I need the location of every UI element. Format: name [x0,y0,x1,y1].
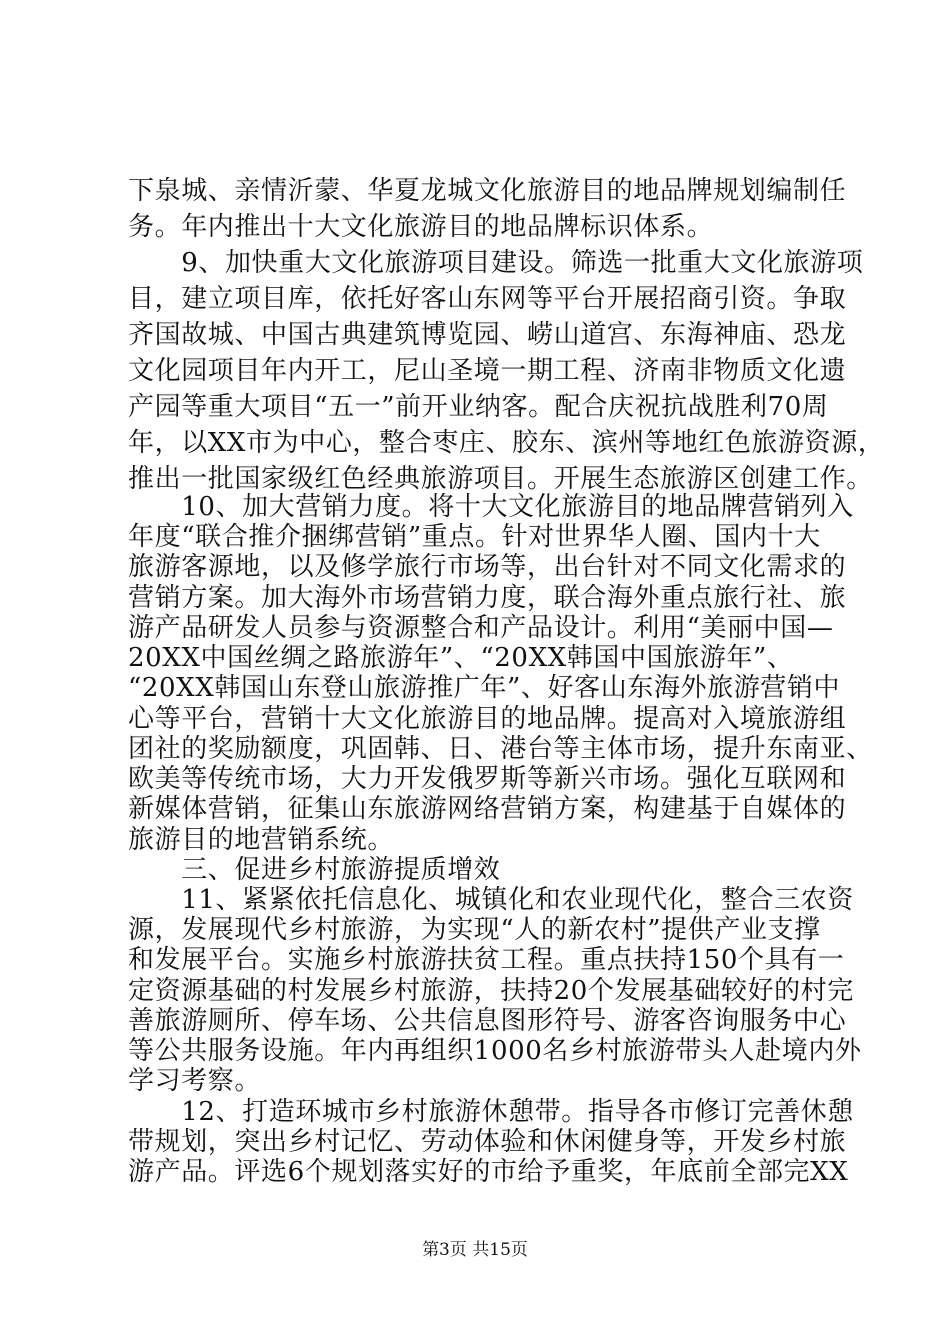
text-line: 下泉城、亲情沂蒙、华夏龙城文化旅游目的地品牌规划编制任 [128,176,847,206]
text-line: 产园等重大项目“五一”前开业纳客。配合庆祝抗战胜利70周 [128,392,829,422]
text-line: 新媒体营销，征集山东旅游网络营销方案，构建基于自媒体的 [128,794,847,824]
text-line: 12、打造环城市乡村旅游休憩带。指导各市修订完善休憩 [128,1097,854,1127]
text-line: “20XX韩国山东登山旅游推广年”、好客山东海外旅游营销中 [128,673,841,703]
text-line: 年，以XX市为中心，整合枣庄、胶东、滨州等地红色旅游资源， [128,428,885,458]
text-line: 带规划，突出乡村记忆、劳动体验和休闲健身等，开发乡村旅 [128,1127,847,1157]
text-line: 旅游客源地，以及修学旅行市场等，出台针对不同文化需求的 [128,552,847,582]
text-line: 学习考察。 [128,1066,262,1096]
text-line: 齐国故城、中国古典建筑博览园、崂山道宫、东海神庙、恐龙 [128,320,847,350]
text-line: 和发展平台。实施乡村旅游扶贫工程。重点扶持150个具有一 [128,945,845,975]
text-line: 游产品研发人员参与资源整合和产品设计。利用“美丽中国— [128,613,834,643]
text-line: 定资源基础的村发展乡村旅游，扶持20个发展基础较好的村完 [128,976,854,1006]
text-line: 旅游目的地营销系统。 [128,825,395,855]
text-line: 目，建立项目库，依托好客山东网等平台开展招商引资。争取 [128,284,847,314]
text-line: 心等平台，营销十大文化旅游目的地品牌。提高对入境旅游组 [128,704,847,734]
text-line: 9、加快重大文化旅游项目建设。筛选一批重大文化旅游项 [128,248,864,278]
text-line: 源，发展现代乡村旅游，为实现“人的新农村”提供产业支撑 [128,915,821,945]
text-line: 欧美等传统市场，大力开发俄罗斯等新兴市场。强化互联网和 [128,764,847,794]
text-line: 年度“联合推介捆绑营销”重点。针对世界华人圈、国内十大 [128,522,821,552]
text-line: 善旅游厕所、停车场、公共信息图形符号、游客咨询服务中心 [128,1006,847,1036]
text-line: 务。年内推出十大文化旅游目的地品牌标识体系。 [128,212,714,242]
text-line: 游产品。评选6个规划落实好的市给予重奖，年底前全部完XX [128,1157,849,1187]
text-line: 营销方案。加大海外市场营销力度，联合海外重点旅行社、旅 [128,583,847,613]
text-line: 团社的奖励额度，巩固韩、日、港台等主体市场，提升东南亚、 [128,734,873,764]
text-line: 等公共服务设施。年内再组织1000名乡村旅游带头人赴境内外 [128,1036,862,1066]
section-heading: 三、促进乡村旅游提质增效 [128,855,501,885]
text-line: 11、紧紧依托信息化、城镇化和农业现代化，整合三农资 [128,885,854,915]
text-line: 20XX中国丝绸之路旅游年”、“20XX韩国中国旅游年”、 [128,643,794,673]
text-line: 文化园项目年内开工，尼山圣境一期工程、济南非物质文化遗 [128,356,847,386]
text-line: 10、加大营销力度。将十大文化旅游目的地品牌营销列入 [128,492,854,522]
text-line: 推出一批国家级红色经典旅游项目。开展生态旅游区创建工作。 [128,464,873,494]
page-footer: 第3页 共15页 [422,1240,528,1260]
